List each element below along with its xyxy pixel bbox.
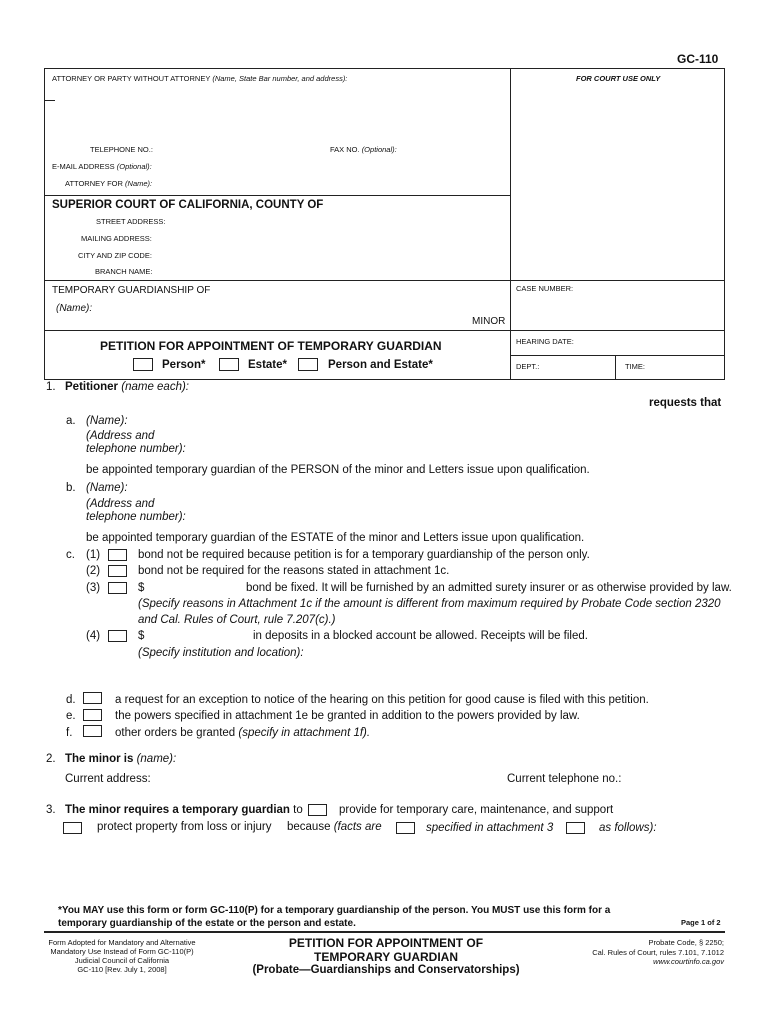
form-id: GC-110	[677, 52, 719, 66]
footer-left: Form Adopted for Mandatory and Alternative Mandatory Use Instead of Form GC-110(P) Judicial Council of California GC-110 [Rev. July 1, 2008]	[48, 938, 196, 974]
item1e-letter: e.	[66, 710, 76, 722]
item3-label: The minor requires a temporary guardian to	[65, 804, 303, 816]
telephone-label: TELEPHONE NO.:	[90, 145, 153, 154]
court-use-label: FOR COURT USE ONLY	[576, 74, 661, 83]
because-label: because (facts are	[287, 821, 382, 833]
item1f-letter: f.	[66, 727, 73, 739]
item1c2-text: bond not be required for the reasons stated in attachment 1c.	[138, 565, 450, 577]
attorney-for-label: ATTORNEY FOR (Name):	[65, 179, 153, 188]
item1c3-text: bond be fixed. It will be furnished by an admitted surety insurer or as otherwise provided by law.	[246, 582, 732, 594]
item1d-letter: d.	[66, 694, 76, 706]
item1c2-checkbox[interactable]	[108, 565, 127, 577]
item1f-checkbox[interactable]	[83, 725, 102, 737]
item1e-text: the powers specified in attachment 1e be granted in addition to the powers provided by law.	[115, 710, 580, 722]
item1c3-note2: and Cal. Rules of Court, rule 7.207(c).)	[138, 614, 336, 626]
footer-title: PETITION FOR APPOINTMENT OF TEMPORARY GUARDIAN (Probate—Guardianships and Conservatorships)	[252, 936, 520, 976]
item1a-address: (Address and	[86, 430, 155, 442]
street-label: STREET ADDRESS:	[96, 217, 166, 226]
footer-right: Probate Code, § 2250; Cal. Rules of Court, rules 7.101, 7.1012 www.courtinfo.ca.gov	[560, 938, 724, 967]
city-label: CITY AND ZIP CODE:	[78, 251, 152, 260]
item2-number: 2.	[46, 753, 56, 765]
item1-label: Petitioner (name each):	[65, 381, 190, 393]
time-label: TIME:	[625, 362, 645, 371]
case-number-label: CASE NUMBER:	[516, 284, 574, 293]
item1-number: 1.	[46, 381, 56, 393]
petition-title: PETITION FOR APPOINTMENT OF TEMPORARY GUARDIAN	[100, 339, 442, 353]
item3-number: 3.	[46, 804, 56, 816]
guardianship-of: TEMPORARY GUARDIANSHIP OF	[52, 285, 211, 296]
courtinfo-link[interactable]: www.courtinfo.ca.gov	[653, 957, 724, 966]
as-follows-label: as follows):	[599, 822, 657, 834]
footer-note-2: temporary guardianship of the estate or the person and estate.	[58, 918, 356, 929]
item1c4-note: (Specify institution and location):	[138, 647, 304, 659]
current-address-label: Current address:	[65, 773, 151, 785]
branch-label: BRANCH NAME:	[95, 267, 153, 276]
person-label: Person*	[162, 359, 206, 371]
footer-note-1: *You MAY use this form or form GC-110(P) for a temporary guardianship of the person. You MUST use this form for a	[58, 905, 611, 916]
item1c1-text: bond not be required because petition is for a temporary guardianship of the person only.	[138, 549, 590, 561]
court-title: SUPERIOR COURT OF CALIFORNIA, COUNTY OF	[52, 199, 324, 211]
item1c-letter: c.	[66, 549, 75, 561]
person-checkbox[interactable]	[133, 358, 153, 371]
item1c4-dollar: $	[138, 630, 145, 642]
item1b-name: (Name):	[86, 482, 128, 494]
property-checkbox[interactable]	[63, 822, 82, 834]
hearing-date-label: HEARING DATE:	[516, 337, 574, 346]
item1f-text: other orders be granted (specify in attachment 1f).	[115, 727, 371, 739]
fax-label: FAX NO. (Optional):	[330, 145, 397, 154]
item1c3-checkbox[interactable]	[108, 582, 127, 594]
care-label: provide for temporary care, maintenance, and support	[339, 804, 614, 816]
item1c3-num: (3)	[86, 582, 101, 594]
item1b-text: be appointed temporary guardian of the ESTATE of the minor and Letters issue upon qualification.	[86, 532, 585, 544]
item1c3-note1: (Specify reasons in Attachment 1c if the amount is different from maximum required by Probate Code section 2320	[138, 598, 721, 610]
item1c4-checkbox[interactable]	[108, 630, 127, 642]
current-telephone-label: Current telephone no.:	[507, 773, 622, 785]
item1b-telephone: telephone number):	[86, 511, 186, 523]
estate-checkbox[interactable]	[219, 358, 239, 371]
dept-label: DEPT.:	[516, 362, 540, 371]
person-estate-checkbox[interactable]	[298, 358, 318, 371]
item1c4-num: (4)	[86, 630, 101, 642]
item1a-text: be appointed temporary guardian of the PERSON of the minor and Letters issue upon qualification.	[86, 464, 590, 476]
property-label: protect property from loss or injury	[97, 821, 272, 833]
item1c3-dollar: $	[138, 582, 145, 594]
as-follows-checkbox[interactable]	[566, 822, 585, 834]
item1b-address: (Address and	[86, 498, 155, 510]
care-checkbox[interactable]	[308, 804, 327, 816]
item2-label: The minor is (name):	[65, 753, 177, 765]
page-number: Page 1 of 2	[681, 918, 721, 927]
item1a-letter: a.	[66, 415, 76, 427]
item1d-text: a request for an exception to notice of the hearing on this petition for good cause is filed with this petition.	[115, 694, 649, 706]
minor-name-hint: (Name):	[56, 303, 93, 314]
attachment3-label: specified in attachment 3	[426, 822, 554, 834]
mailing-label: MAILING ADDRESS:	[81, 234, 152, 243]
minor-label: MINOR	[472, 316, 506, 327]
requests-that: requests that	[649, 397, 722, 409]
item1c1-checkbox[interactable]	[108, 549, 127, 561]
person-estate-label: Person and Estate*	[328, 359, 433, 371]
item1b-letter: b.	[66, 482, 76, 494]
estate-label: Estate*	[248, 359, 287, 371]
item1c2-num: (2)	[86, 565, 101, 577]
item1c1-num: (1)	[86, 549, 101, 561]
item1c4-text: in deposits in a blocked account be allowed. Receipts will be filed.	[253, 630, 588, 642]
attachment3-checkbox[interactable]	[396, 822, 415, 834]
email-label: E-MAIL ADDRESS (Optional):	[52, 162, 152, 171]
attorney-label: ATTORNEY OR PARTY WITHOUT ATTORNEY (Name, State Bar number, and address):	[52, 74, 348, 83]
item1e-checkbox[interactable]	[83, 709, 102, 721]
item1a-name: (Name):	[86, 415, 128, 427]
item1d-checkbox[interactable]	[83, 692, 102, 704]
item1a-telephone: telephone number):	[86, 443, 186, 455]
